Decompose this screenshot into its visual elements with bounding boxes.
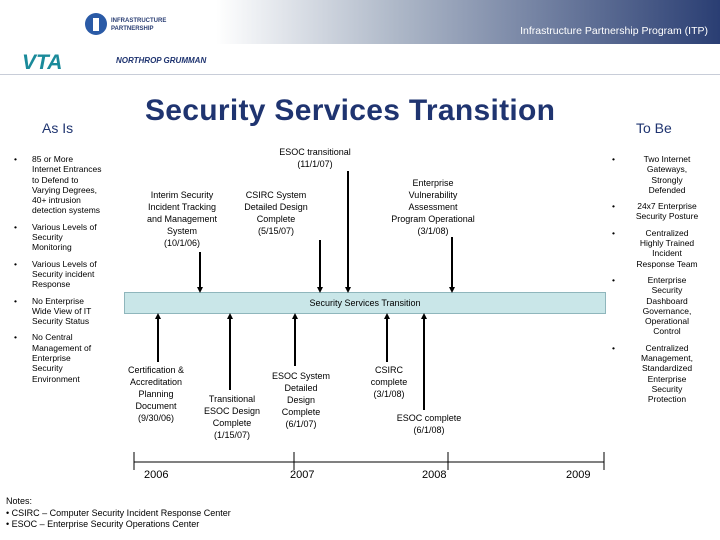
list-item-line: Dashboard [646, 295, 688, 306]
note-csirc: • CSIRC – Computer Security Incident Response Center [6, 507, 231, 518]
annotation-line: Certification & [127, 365, 185, 375]
list-item-line: Security [32, 232, 63, 243]
notes [6, 496, 231, 531]
list-item-line: Control [653, 326, 681, 337]
list-item-line: Centralized [645, 342, 689, 353]
list-item-line: Two Internet [643, 154, 691, 164]
annotation-line: (5/15/07) [257, 226, 295, 236]
annotation-line: (9/30/06) [137, 413, 175, 423]
list-item-line: Protection [647, 394, 687, 405]
list-item-line: 24x7 Enterprise [637, 201, 697, 212]
list-item-line: Security Posture [635, 211, 699, 222]
annotation-line: Interim Security [150, 190, 214, 200]
list-item-line: Response Team [636, 258, 698, 269]
bullet: • [14, 221, 17, 232]
list-item-line: Management, [641, 353, 693, 364]
list-item-line: Enterprise [647, 373, 687, 384]
annotation-line: (6/1/07) [285, 419, 317, 429]
bullet: • [14, 332, 17, 343]
page-title: Security Services Transition [145, 94, 556, 127]
annotation-line: (10/1/06) [163, 238, 201, 248]
annotation-line: Complete [256, 214, 296, 224]
annotation-line: Complete [281, 407, 321, 417]
list-item-line: Gateways, [646, 164, 688, 175]
bullet: • [612, 227, 615, 238]
itp-logo-text-1: INFRASTRUCTURE [111, 18, 167, 24]
list-item-line: Environment [32, 373, 80, 384]
bullet: • [14, 258, 17, 269]
annotation-line: (3/1/08) [417, 226, 449, 236]
list-item-line: Centralized [645, 227, 689, 238]
annotation-line: Document [135, 401, 177, 411]
list-item-line: Enterprise [647, 274, 687, 285]
list-item-line: Varying Degrees, [32, 184, 98, 195]
annotation-line: Planning [138, 389, 174, 399]
annotation-line: Accreditation [129, 377, 183, 387]
annotation-line: and Management [146, 214, 218, 224]
list-item-line: Incident [652, 248, 682, 259]
note-esoc: • ESOC – Enterprise Security Operations Center [6, 519, 200, 529]
annotation-line: CSIRC System [245, 190, 307, 200]
list-item-line: Security [651, 383, 683, 394]
list-item-line: Response [32, 279, 71, 290]
list-item-line: Standardized [641, 363, 693, 374]
list-item-line: Security incident [32, 268, 95, 279]
list-item-line: to Defend to [32, 174, 79, 185]
header-title: Infrastructure Partnership Program (ITP) [520, 25, 708, 37]
list-item-line: Operational [645, 316, 689, 327]
bullet: • [14, 154, 17, 164]
bullet: • [612, 201, 615, 212]
annotation-line: Incident Tracking [147, 202, 217, 212]
list-item-line: 40+ intrusion [32, 195, 81, 206]
year-label-2007: 2007 [290, 469, 315, 481]
annotation-line: Enterprise [412, 178, 454, 188]
year-label-2008: 2008 [422, 469, 447, 481]
list-item-line: No Enterprise [32, 295, 84, 306]
annotation-line: Vulnerability [408, 190, 458, 200]
annotation-line: ESOC Design [203, 406, 261, 416]
itp-logo-text-2: PARTNERSHIP [111, 26, 154, 32]
list-item-line: Security [32, 363, 63, 374]
bullet: • [612, 274, 615, 285]
list-item-line: Security Status [32, 316, 90, 327]
annotation-line: Transitional [208, 394, 256, 404]
annotation-line: (11/1/07) [297, 159, 333, 169]
list-item-line: Various Levels of [32, 221, 97, 232]
list-item-line: Various Levels of [32, 258, 97, 269]
annotation-line: (6/1/08) [413, 425, 445, 435]
annotation-line: ESOC transitional [279, 147, 351, 157]
bullet: • [612, 342, 615, 353]
list-item-line: Wide View of IT [32, 305, 92, 316]
list-item-line: Strongly [651, 174, 683, 185]
annotation-line: CSIRC [374, 365, 403, 375]
bullet: • [612, 154, 615, 164]
annotation-line: Detailed Design [244, 202, 308, 212]
transition-banner: Security Services Transition [124, 292, 606, 314]
list-item-line: Internet Entrances [32, 164, 102, 175]
annotation-line: Assessment [408, 202, 458, 212]
annotation-line: ESOC System [271, 371, 330, 381]
list-item-line: Security [651, 285, 683, 296]
svg-text:NORTHROP GRUMMAN: NORTHROP GRUMMAN [116, 56, 207, 65]
list-item-line: No Central [32, 332, 73, 343]
year-label-2006: 2006 [144, 469, 169, 481]
annotation-line: (3/1/08) [373, 389, 405, 399]
annotation-line: (1/15/07) [213, 430, 251, 440]
list-item-line: Highly Trained [639, 238, 695, 249]
annotation-line: System [166, 226, 197, 236]
list-item-line: Enterprise [32, 353, 71, 364]
list-item-line: Monitoring [32, 242, 72, 253]
annotation-line: complete [370, 377, 408, 387]
bullet: • [14, 295, 17, 306]
list-item-line: detection systems [32, 205, 101, 216]
annotation-line: Complete [212, 418, 252, 428]
as-is-heading: As Is [42, 120, 74, 136]
annotation-line: Design [286, 395, 315, 405]
notes-heading: Notes: [6, 496, 33, 506]
list-item-line: Defended [648, 184, 686, 195]
list-item-line: Governance, [642, 305, 692, 316]
svg-text:VTA: VTA [22, 51, 63, 72]
list-item-line: Management of [32, 342, 92, 353]
annotation-line: Detailed [284, 383, 318, 393]
list-item-line: 85 or More [32, 154, 74, 164]
to-be-heading: To Be [636, 120, 672, 136]
annotation-line: Program Operational [391, 214, 475, 224]
annotation-line: ESOC complete [396, 413, 462, 423]
year-label-2009: 2009 [566, 469, 591, 481]
